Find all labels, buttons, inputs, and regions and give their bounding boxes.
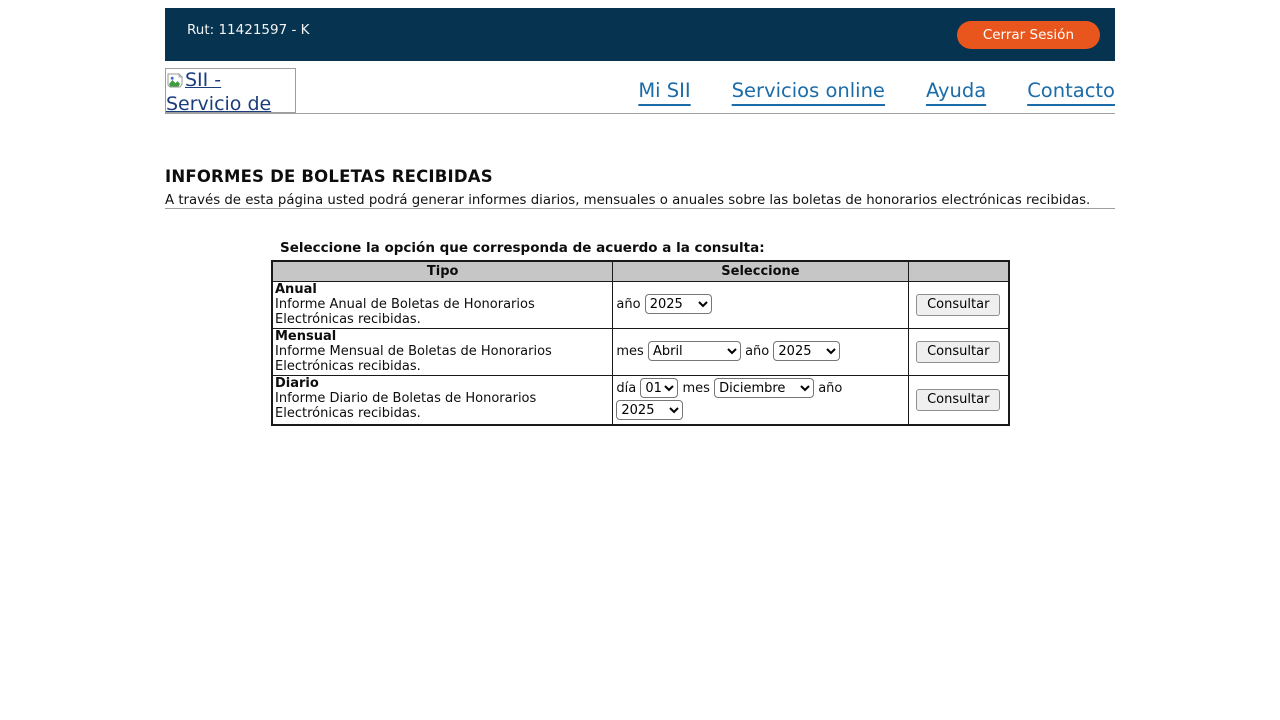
nav-link-servicios-online[interactable]: Servicios online (731, 79, 885, 102)
mensual-tipo-cell (272, 328, 613, 375)
table-header-row (272, 261, 1009, 281)
rut-label: Rut: 11421597 - K (187, 21, 310, 38)
diario-year-label: año (818, 380, 843, 396)
diario-action-cell (908, 375, 1009, 425)
anual-action-cell (908, 281, 1009, 328)
diario-type-description: Informe Diario de Boletas de Honorarios Electrónicas recibidas. (275, 390, 537, 421)
table-row-anual (272, 281, 1009, 328)
diario-day-label: día (616, 380, 637, 396)
anual-type-description: Informe Anual de Boletas de Honorarios Electrónicas recibidas. (275, 296, 535, 327)
page-title: INFORMES DE BOLETAS RECIBIDAS (165, 167, 493, 186)
page-container (165, 0, 1115, 426)
column-header-action (908, 261, 1009, 281)
mensual-action-cell (908, 328, 1009, 375)
page-description: A través de esta página usted podrá generar informes diarios, mensuales o anuales sobre las boletas de honorarios electrónicas recibidas. (165, 193, 1091, 208)
anual-consultar-button[interactable]: Consultar (916, 294, 1000, 316)
mensual-type-description: Informe Mensual de Boletas de Honorarios Electrónicas recibidas. (275, 343, 552, 374)
broken-image-icon (167, 71, 183, 93)
mensual-year-select[interactable] (773, 341, 840, 361)
anual-tipo-cell (272, 281, 613, 328)
mensual-consultar-button[interactable]: Consultar (916, 341, 1000, 363)
informes-table (271, 260, 1010, 426)
column-header-seleccione: Seleccione (613, 261, 908, 281)
anual-select-cell (613, 281, 908, 328)
nav-link-mi-sii[interactable]: Mi SII (638, 79, 691, 102)
logo-alt-text: SII - Servicio de (166, 69, 272, 113)
section-divider (165, 208, 1115, 209)
mensual-month-select[interactable] (648, 341, 741, 361)
main-navigation (638, 79, 1115, 102)
mensual-type-label: Mensual (275, 328, 337, 344)
anual-year-label: año (616, 296, 641, 312)
table-row-mensual (272, 328, 1009, 375)
diario-consultar-button[interactable]: Consultar (916, 389, 1000, 411)
sii-logo-broken-image[interactable] (165, 68, 296, 113)
table-prompt: Seleccione la opción que corresponda de acuerdo a la consulta: (280, 240, 765, 256)
diario-day-select[interactable] (640, 378, 678, 398)
site-header (165, 68, 1115, 113)
mensual-month-label: mes (616, 343, 644, 359)
diario-year-select[interactable] (616, 400, 683, 420)
nav-link-contacto[interactable]: Contacto (1027, 79, 1115, 102)
diario-tipo-cell (272, 375, 613, 425)
anual-type-label: Anual (275, 281, 317, 297)
mensual-select-cell (613, 328, 908, 375)
diario-month-label: mes (682, 380, 710, 396)
nav-link-ayuda[interactable]: Ayuda (925, 79, 987, 102)
column-header-tipo: Tipo (272, 261, 613, 281)
anual-year-select[interactable] (645, 294, 712, 314)
logout-button[interactable]: Cerrar Sesión (957, 21, 1100, 49)
diario-month-select[interactable] (714, 378, 814, 398)
header-divider (165, 113, 1115, 114)
mensual-year-label: año (745, 343, 770, 359)
table-row-diario (272, 375, 1009, 425)
diario-select-cell (613, 375, 908, 425)
session-bar (165, 8, 1115, 61)
diario-type-label: Diario (275, 375, 319, 391)
